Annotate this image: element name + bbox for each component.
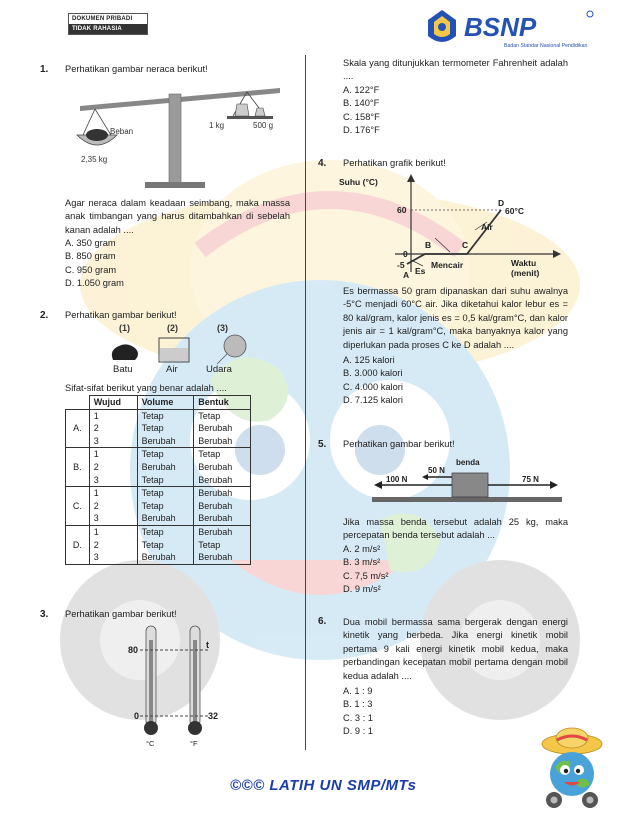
q4-number: 4. bbox=[318, 158, 327, 169]
q5-option-b: B. 3 m/s² bbox=[343, 557, 381, 568]
q3-fig-t0: 0 bbox=[134, 711, 140, 721]
q4-fig-y60: 60 bbox=[397, 205, 407, 215]
q1-option-b: B. 850 gram bbox=[65, 251, 116, 262]
block-icon bbox=[452, 473, 488, 497]
q6-number: 6. bbox=[318, 616, 327, 627]
table-row-d: D. 1 2 3 Tetap Tetap Berubah Berubah Tetap Berubah bbox=[66, 525, 251, 564]
q5-fig-f100: 100 N bbox=[386, 475, 408, 484]
q4-fig-mencair: Mencair bbox=[431, 260, 464, 270]
q1-fig-beban: Beban bbox=[110, 127, 134, 136]
q3-option-c: C. 158°F bbox=[343, 111, 380, 122]
floor-surface bbox=[372, 497, 562, 502]
q1-option-c: C. 950 gram bbox=[65, 264, 117, 275]
q3-fig-tt: t bbox=[206, 640, 209, 650]
q3-option-b: B. 140°F bbox=[343, 98, 380, 109]
q3-fig-t80: 80 bbox=[128, 645, 139, 655]
tut-wuri-emblem-icon bbox=[428, 10, 456, 42]
row-label: A. bbox=[66, 409, 90, 448]
th-wujud: Wujud bbox=[89, 396, 137, 410]
q4-fig-menit: (menit) bbox=[511, 268, 540, 278]
q1-fig-mass-left: 2,35 kg bbox=[81, 155, 108, 164]
q1-prompt: Perhatikan gambar neraca berikut! bbox=[65, 64, 208, 74]
q4-option-b: B. 3.000 kalori bbox=[343, 368, 403, 379]
thermometer-fahrenheit-icon bbox=[188, 626, 202, 735]
q5-text: Jika massa benda tersebut adalah 25 kg, maka percepatan benda tersebut adalah ... bbox=[343, 517, 568, 541]
q1-text: Agar neraca dalam keadaan seimbang, maka massa anak timbangan yang harus ditambahkan di sebelah kanan adalah .... bbox=[65, 198, 290, 235]
q3-fig-uf: °F bbox=[190, 739, 198, 748]
q5-forces-figure bbox=[372, 455, 562, 510]
q3-option-d: D. 176°F bbox=[343, 125, 380, 136]
q1-number: 1. bbox=[40, 64, 49, 75]
q2-fig-udara: Udara bbox=[206, 364, 232, 375]
q5-fig-f50: 50 N bbox=[428, 466, 445, 475]
q3-number: 3. bbox=[40, 609, 49, 620]
q2-fig-n2: (2) bbox=[167, 323, 178, 333]
table-row-a: A. 1 2 3 Tetap Tetap Berubah Tetap Berubah Berubah bbox=[66, 409, 251, 448]
q2-text: Sifat-sifat berikut yang benar adalah .... bbox=[65, 383, 227, 393]
rock-icon bbox=[112, 344, 138, 360]
q5-option-c: C. 7,5 m/s² bbox=[343, 570, 389, 581]
q1-option-d: D. 1.050 gram bbox=[65, 278, 124, 289]
q2-prompt: Perhatikan gambar berikut! bbox=[65, 310, 177, 320]
q2-states-figure bbox=[105, 320, 255, 365]
q4-option-d: D. 7.125 kalori bbox=[343, 395, 403, 406]
q1-options bbox=[65, 237, 124, 291]
q3-fig-uc: °C bbox=[146, 739, 155, 748]
q6-option-c: C. 3 : 1 bbox=[343, 712, 373, 723]
q4-fig-y0: 0 bbox=[403, 249, 408, 259]
row-label: B. bbox=[66, 448, 90, 487]
q1-fig-mass-1kg: 1 kg bbox=[209, 121, 225, 130]
q4-prompt: Perhatikan grafik berikut! bbox=[343, 158, 446, 168]
q4-fig-pA: A bbox=[403, 270, 410, 280]
footer-title: ©©© LATIH UN SMP/MTs bbox=[230, 777, 417, 794]
q5-options bbox=[343, 543, 388, 597]
q4-fig-es: Es bbox=[415, 266, 426, 276]
q2-fig-n3: (3) bbox=[217, 323, 228, 333]
q1-balance-figure bbox=[75, 80, 295, 190]
q3-thermometers-figure bbox=[118, 620, 228, 750]
q5-prompt: Perhatikan gambar berikut! bbox=[343, 439, 455, 449]
q5-number: 5. bbox=[318, 439, 327, 450]
q3-text: Skala yang ditunjukkan termometer Fahrenheit adalah .... bbox=[343, 58, 568, 82]
q2-answer-table bbox=[65, 395, 251, 565]
q3-prompt: Perhatikan gambar berikut! bbox=[65, 609, 177, 619]
logo-text: BSNP bbox=[464, 12, 537, 42]
q2-fig-batu: Batu bbox=[113, 364, 133, 375]
q4-option-c: C. 4.000 kalori bbox=[343, 381, 403, 392]
registered-icon bbox=[587, 11, 593, 17]
q4-option-a: A. 125 kalori bbox=[343, 355, 395, 365]
q3-options bbox=[343, 84, 380, 138]
q6-option-d: D. 9 : 1 bbox=[343, 726, 373, 737]
globe-mascot-icon bbox=[540, 726, 605, 811]
doc-label: DOKUMEN PRIBADI bbox=[72, 16, 133, 22]
q2-fig-air: Air bbox=[166, 364, 178, 375]
th-volume: Volume bbox=[137, 396, 194, 410]
q4-fig-ym5: -5 bbox=[397, 260, 405, 270]
q4-options bbox=[343, 354, 403, 408]
balance-scale-icon bbox=[77, 88, 280, 188]
q5-option-a: A. 2 m/s² bbox=[343, 544, 381, 554]
q5-fig-benda: benda bbox=[456, 458, 480, 467]
bsnp-logo bbox=[428, 6, 596, 50]
q1-fig-mass-500: 500 g bbox=[253, 121, 274, 130]
q6-text: Dua mobil bermassa sama bergerak dengan energi kinetik yang berbeda. Jika energi kinetik mobil pertama 9 kali energi kinetik mobil kedua, maka perbandingan kecepatan mobil pertama dengan mobil kedua adalah .... bbox=[343, 617, 568, 681]
temperature-curve bbox=[407, 210, 501, 264]
q4-fig-air: Air bbox=[481, 222, 493, 232]
q4-fig-d60: 60°C bbox=[505, 206, 524, 216]
q3-fig-t32: 32 bbox=[208, 711, 219, 721]
thermometer-celsius-icon bbox=[144, 626, 158, 735]
balloon-icon bbox=[224, 335, 246, 357]
q5-fig-f75: 75 N bbox=[522, 475, 539, 484]
q6-option-b: B. 1 : 3 bbox=[343, 699, 373, 710]
q3-option-a: A. 122°F bbox=[343, 85, 380, 95]
q4-text: Es bermassa 50 gram dipanaskan dari suhu awalnya -5°C menjadi 60°C air. Jika diketahui kalor lebur es = 80 kal/gram, kalor jenis es = 0,5 kal/gram°C, dan kalor jenis air = 1 kal/gram°C, maka banyaknya kalor yang diperlukan pada proses C ke D adalah .... bbox=[343, 286, 568, 350]
q2-number: 2. bbox=[40, 310, 49, 321]
row-label: C. bbox=[66, 487, 90, 526]
table-header-row bbox=[66, 396, 251, 410]
q4-fig-pD: D bbox=[498, 198, 505, 208]
q4-fig-pB: B bbox=[425, 240, 432, 250]
q4-heating-graph bbox=[335, 172, 565, 282]
secret-label: TIDAK RAHASIA bbox=[69, 24, 147, 34]
q4-fig-pC: C bbox=[462, 240, 469, 250]
table-row-c: C. 1 2 3 Tetap Tetap Berubah Berubah Berubah Berubah bbox=[66, 487, 251, 526]
document-label-box bbox=[68, 13, 148, 35]
q4-fig-ylabel: Suhu (°C) bbox=[339, 177, 378, 187]
q2-fig-n1: (1) bbox=[119, 323, 130, 333]
q6-options bbox=[343, 685, 373, 739]
q4-fig-waktu: Waktu bbox=[511, 258, 537, 268]
th-bentuk: Bentuk bbox=[194, 396, 251, 410]
table-row-b: B. 1 2 3 Tetap Berubah Tetap Tetap Berubah Berubah bbox=[66, 448, 251, 487]
q6-option-a: A. 1 : 9 bbox=[343, 686, 373, 696]
q1-option-a: A. 350 gram bbox=[65, 238, 116, 248]
row-label: D. bbox=[66, 525, 90, 564]
q5-option-d: D. 9 m/s² bbox=[343, 584, 381, 595]
column-divider bbox=[305, 55, 306, 750]
logo-subtitle: Badan Standar Nasional Pendidikan bbox=[504, 43, 588, 49]
